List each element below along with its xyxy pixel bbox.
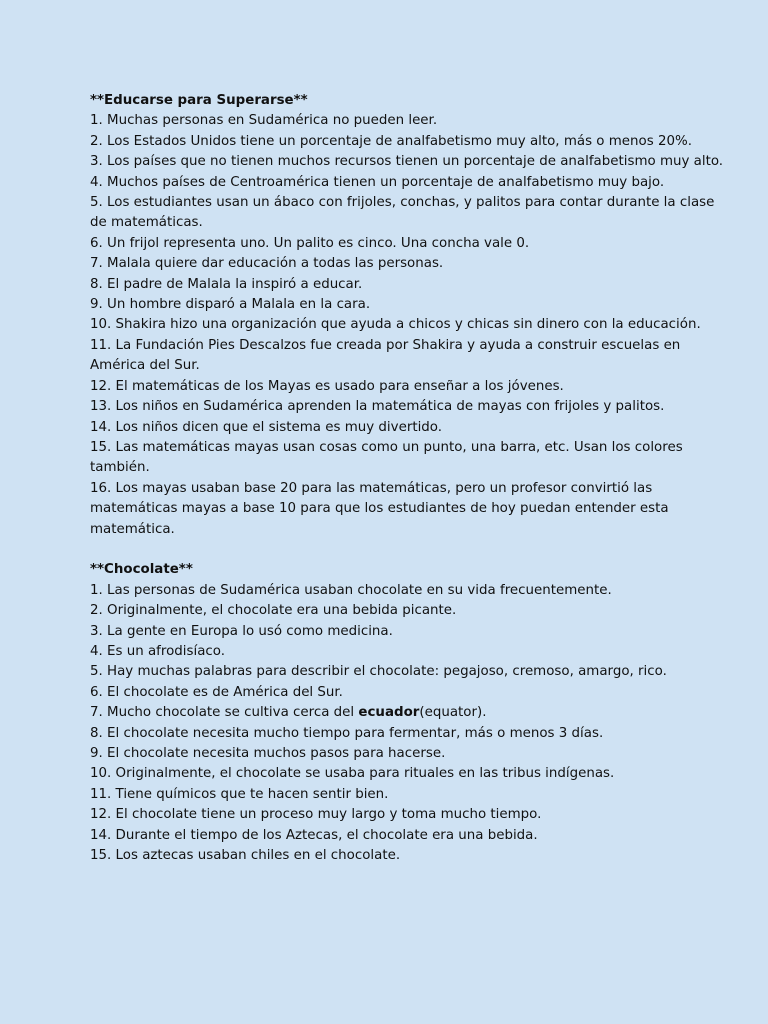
list-item: 6. El chocolate es de América del Sur. [90,684,343,700]
list-item: 11. La Fundación Pies Descalzos fue creada por Shakira y ayuda a construir escuelas en América del Sur. [90,337,681,374]
bold-term: ecuador [358,705,420,721]
list-item: 12. El matemáticas de los Mayas es usado para enseñar a los jóvenes. [90,378,564,394]
list-item: 14. Los niños dicen que el sistema es muy divertido. [90,419,443,435]
list-item: 3. La gente en Europa lo usó como medicina. [90,623,393,639]
list-item: 9. El chocolate necesita muchos pasos para hacerse. [90,745,446,761]
list-item: 16. Los mayas usaban base 20 para las matemáticas, pero un profesor convirtió las matemáticas mayas a base 10 para que los estudiantes de hoy puedan entender esta matemática. [90,480,669,537]
section-chocolate [90,560,728,866]
list-item: 6. Un frijol representa uno. Un palito es cinco. Una concha vale 0. [90,235,530,251]
section-heading: **Educarse para Superarse** [90,93,308,108]
list-item: 8. El chocolate necesita mucho tiempo para fermentar, más o menos 3 días. [90,725,604,741]
list-item: 9. Un hombre disparó a Malala en la cara. [90,297,371,313]
section-educarse [90,91,728,540]
list-item: 3. Los países que no tienen muchos recursos tienen un porcentaje de analfabetismo muy alto. [90,154,724,170]
list-item-text: 7. Mucho chocolate se cultiva cerca del [90,705,359,721]
list-item: 8. El padre de Malala la inspiró a educar. [90,276,363,292]
list-item: 10. Shakira hizo una organización que ayuda a chicos y chicas sin dinero con la educación. [90,317,701,333]
list-item: 14. Durante el tiempo de los Aztecas, el chocolate era una bebida. [90,827,538,843]
list-item: 4. Es un afrodisíaco. [90,643,225,659]
section-heading: **Chocolate** [90,562,193,578]
list-item: 13. Los niños en Sudamérica aprenden la matemática de mayas con frijoles y palitos. [90,399,665,415]
list-item: 4. Muchos países de Centroamérica tienen un porcentaje de analfabetismo muy bajo. [90,174,665,190]
list-item [90,703,728,723]
list-item: 11. Tiene químicos que te hacen sentir bien. [90,786,389,802]
list-item: 15. Las matemáticas mayas usan cosas como un punto, una barra, etc. Usan los colores también. [90,439,683,476]
list-item: 12. El chocolate tiene un proceso muy largo y toma mucho tiempo. [90,807,542,823]
list-item: 1. Muchas personas en Sudamérica no pueden leer. [90,113,438,129]
list-item: 15. Los aztecas usaban chiles en el chocolate. [90,848,401,864]
list-item: 5. Los estudiantes usan un ábaco con frijoles, conchas, y palitos para contar durante la clase de matemáticas. [90,195,715,231]
list-item: 10. Originalmente, el chocolate se usaba para rituales en las tribus indígenas. [90,766,615,782]
list-item: 2. Los Estados Unidos tiene un porcentaje de analfabetismo muy alto, más o menos 20%. [90,133,692,149]
list-item: 5. Hay muchas palabras para describir el chocolate: pegajoso, cremoso, amargo, rico. [90,664,667,680]
list-item: 7. Malala quiere dar educación a todas las personas. [90,256,444,272]
list-item: 2. Originalmente, el chocolate era una bebida picante. [90,603,457,619]
list-item-text: (equator). [419,705,487,721]
list-item: 1. Las personas de Sudamérica usaban chocolate en su vida frecuentemente. [90,582,612,598]
